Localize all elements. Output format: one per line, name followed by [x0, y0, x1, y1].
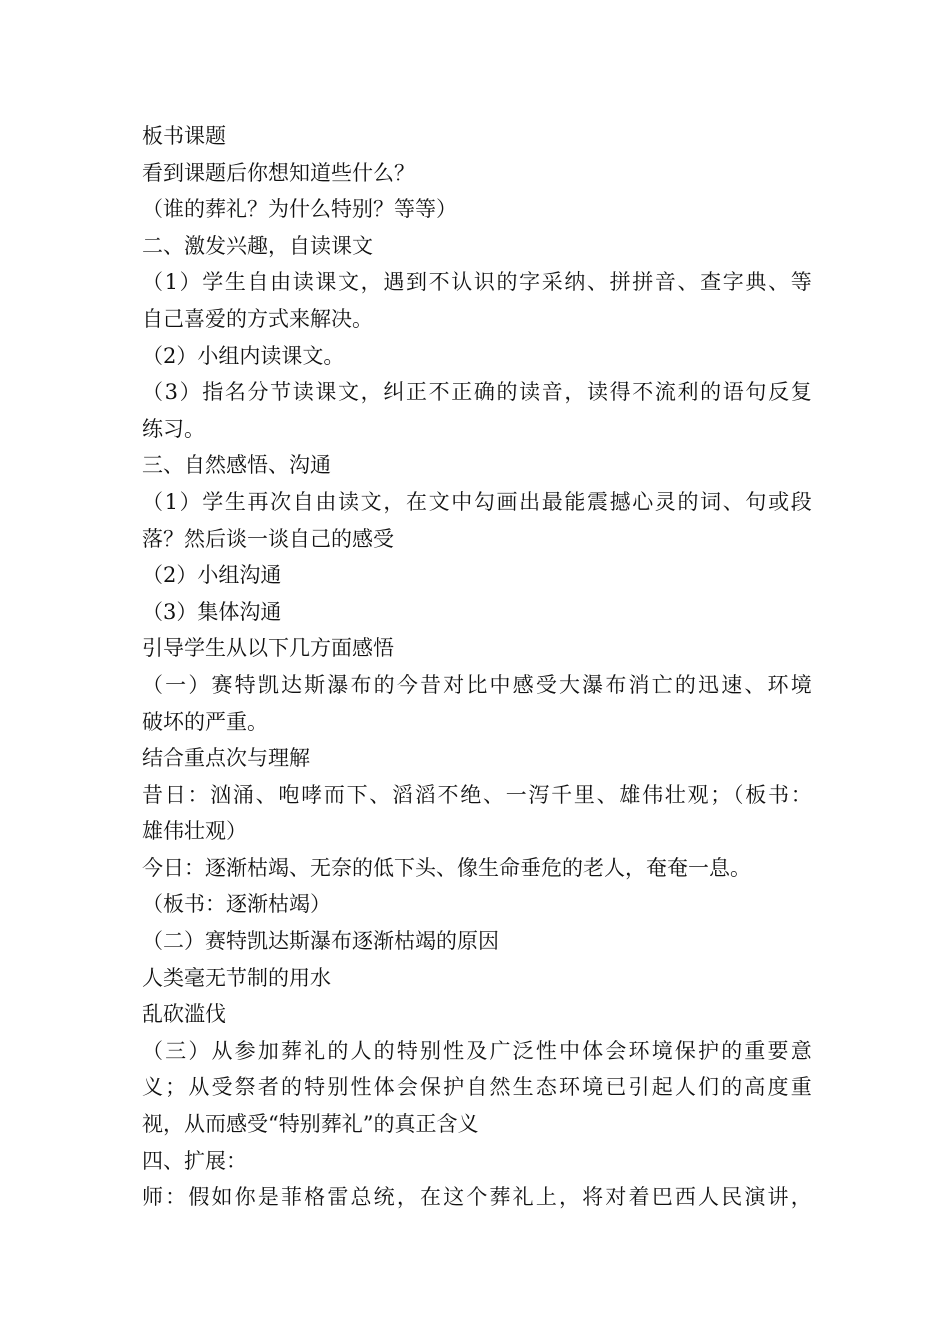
text-line-15: 引导学生从以下几方面感悟	[142, 636, 394, 661]
text-line-26: （三）从参加葬礼的人的特别性及广泛性中体会环境保护的重要意	[142, 1038, 812, 1063]
text-line-1: 板书课题	[142, 124, 226, 148]
text-line-6: 自己喜爱的方式来解决。	[142, 306, 373, 331]
text-line-13: （2）小组沟通	[142, 563, 282, 588]
text-line-28: 视，从而感受“特别葬礼”的真正含义	[142, 1112, 479, 1137]
text-line-3: （谁的葬礼？为什么特别？等等）	[142, 197, 457, 222]
text-line-2: 看到课题后你想知道些什么？	[142, 160, 415, 185]
text-line-23: （二）赛特凯达斯瀑布逐渐枯竭的原因	[142, 929, 499, 954]
text-line-24: 人类毫无节制的用水	[142, 965, 331, 990]
text-line-18: 结合重点次与理解	[142, 746, 310, 771]
text-line-7: （2）小组内读课文。	[142, 343, 345, 368]
text-line-16: （一）赛特凯达斯瀑布的今昔对比中感受大瀑布消亡的迅速、环境	[142, 672, 812, 697]
text-line-21: 今日：逐渐枯竭、无奈的低下头、像生命垂危的老人，奄奄一息。	[142, 855, 751, 880]
text-line-20: 雄伟壮观）	[142, 819, 247, 844]
section-heading-4: 四、扩展：	[142, 1148, 247, 1173]
text-line-14: （3）集体沟通	[142, 599, 282, 624]
text-line-30: 师：假如你是菲格雷总统，在这个葬礼上，将对着巴西人民演讲，	[142, 1185, 812, 1210]
text-line-12: 落？然后谈一谈自己的感受	[142, 526, 394, 551]
document-body	[142, 118, 812, 1216]
section-heading-2: 二、激发兴趣，自读课文	[142, 233, 373, 258]
text-line-27: 义；从受祭者的特别性体会保护自然生态环境已引起人们的高度重	[142, 1075, 812, 1100]
section-heading-3: 三、自然感悟、沟通	[142, 453, 331, 478]
text-line-11: （1）学生再次自由读文，在文中勾画出最能震撼心灵的词、句或段	[142, 489, 812, 514]
text-line-25: 乱砍滥伐	[142, 1002, 226, 1027]
text-line-5: （1）学生自由读课文，遇到不认识的字采纳、拼拼音、查字典、等	[142, 270, 812, 295]
text-line-19: 昔日：汹涌、咆哮而下、滔滔不绝、一泻千里、雄伟壮观；（板书：	[142, 782, 812, 807]
text-line-17: 破坏的严重。	[142, 709, 268, 734]
text-line-9: 练习。	[142, 416, 205, 441]
text-line-8: （3）指名分节读课文，纠正不正确的读音，读得不流利的语句反复	[142, 380, 812, 405]
text-line-22: （板书：逐渐枯竭）	[142, 892, 331, 917]
